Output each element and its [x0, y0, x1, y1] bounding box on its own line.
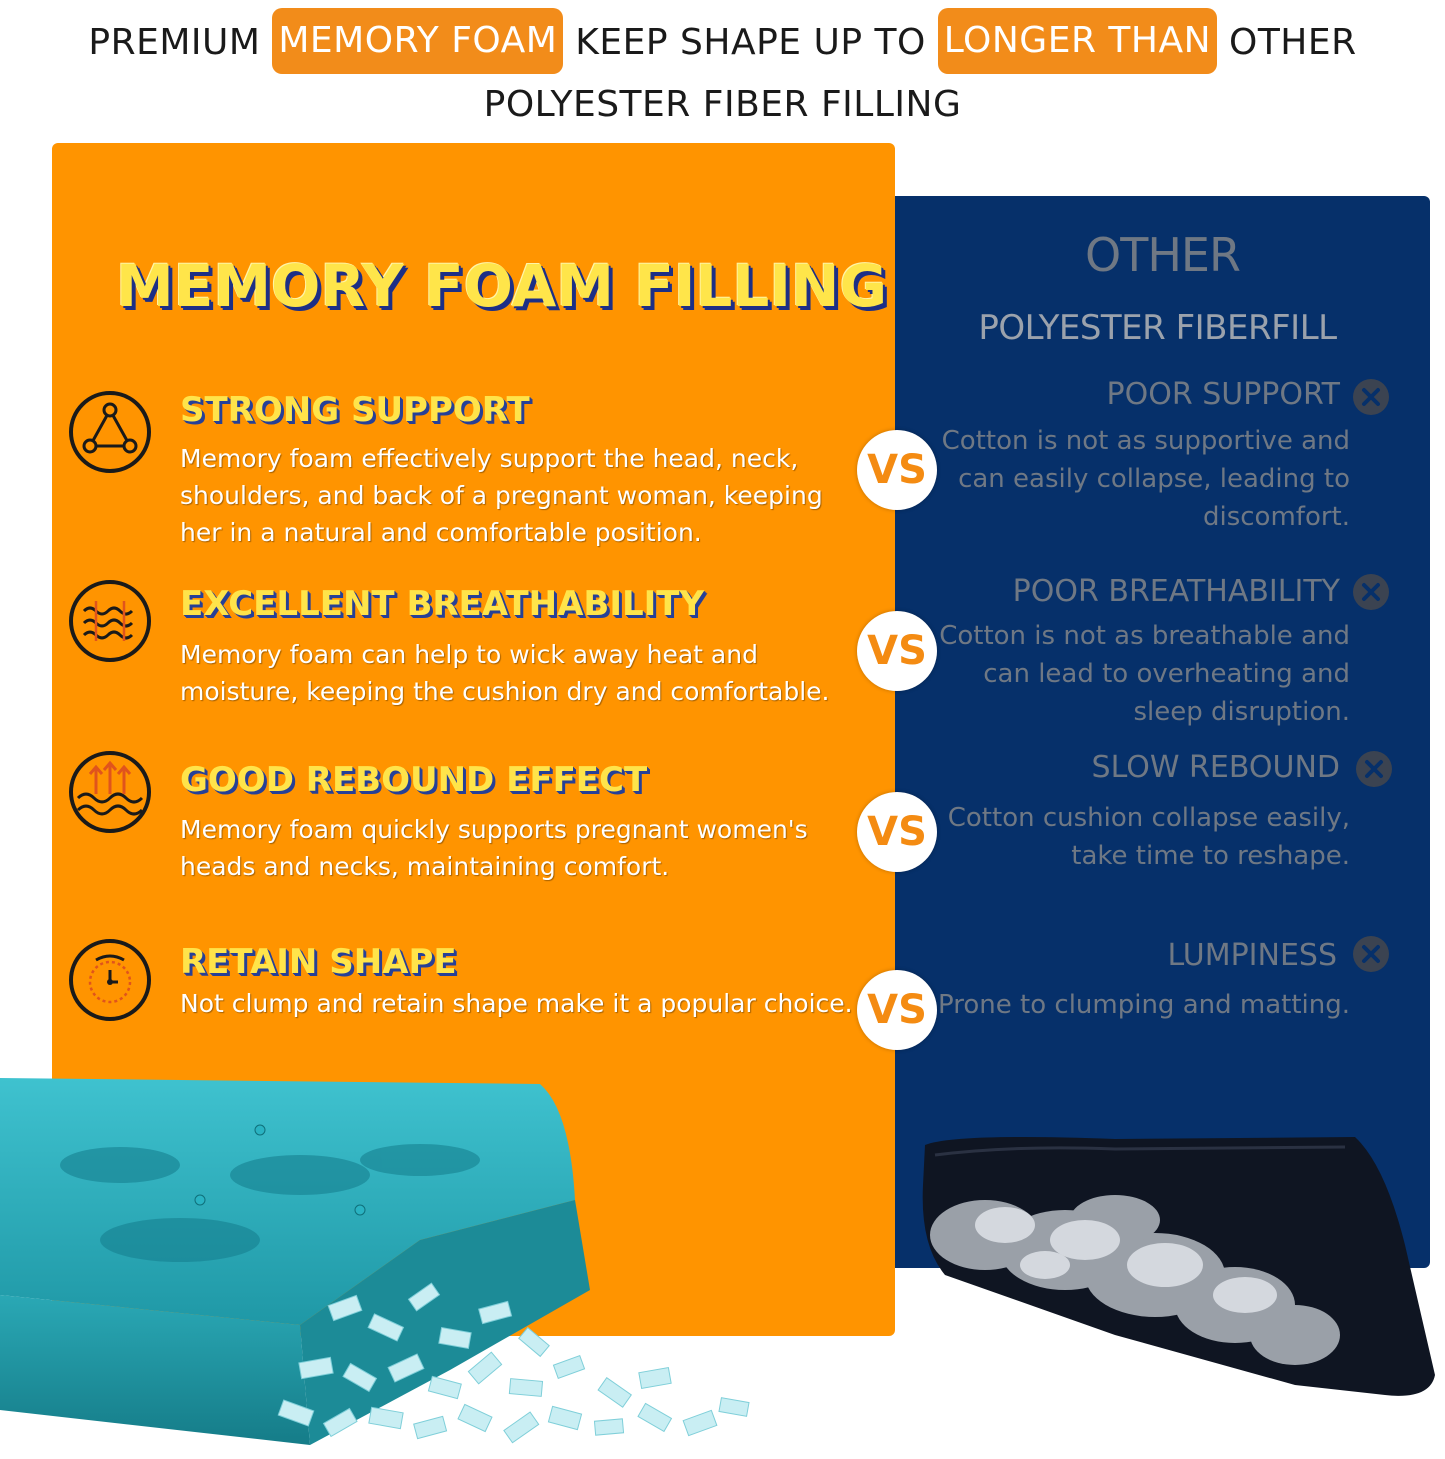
x-icon [1352, 378, 1390, 416]
headline-line-1 [0, 6, 1445, 80]
headline-highlight-longer-than: LONGER THAN [938, 8, 1217, 74]
headline-middle: KEEP SHAPE UP TO [575, 22, 926, 63]
con-desc-poor-breathability: Cotton is not as breathable and can lead to overheating and sleep disruption. [939, 621, 1350, 727]
x-icon [1352, 935, 1390, 973]
timer-icon [68, 938, 152, 1022]
x-icon [1352, 573, 1390, 611]
con-title-poor-breathability: POOR BREATHABILITY [1012, 574, 1340, 609]
vs-badge-shape: VS [857, 970, 937, 1050]
vs-badge-rebound: VS [857, 792, 937, 872]
vs-badge-support: VS [857, 430, 937, 510]
headline-prefix: PREMIUM [88, 22, 261, 63]
con-title-slow-rebound: SLOW REBOUND [1091, 750, 1340, 785]
con-title-poor-support: POOR SUPPORT [1106, 377, 1340, 412]
x-icon [1355, 750, 1393, 788]
other-panel [895, 196, 1430, 1268]
other-subtitle: POLYESTER FIBERFILL [978, 308, 1337, 348]
con-desc-slow-rebound: Cotton cushion collapse easily, take time to reshape. [947, 803, 1350, 871]
feature-title-retain-shape: RETAIN SHAPE [180, 942, 457, 982]
headline-suffix: OTHER [1228, 22, 1357, 63]
con-title-lumpiness: LUMPINESS [1167, 938, 1337, 973]
vs-badge-breathability: VS [857, 611, 937, 691]
feature-desc-excellent-breathability: Memory foam can help to wick away heat and moisture, keeping the cushion dry and comfortable. [180, 640, 830, 706]
polyester-fiber-cushion-image [915, 1125, 1445, 1415]
feature-title-excellent-breathability: EXCELLENT BREATHABILITY [180, 584, 705, 624]
triangle-support-icon [68, 390, 152, 474]
con-desc-lumpiness: Prone to clumping and matting. [938, 990, 1350, 1020]
con-desc-poor-support: Cotton is not as supportive and can easily collapse, leading to discomfort. [941, 426, 1350, 532]
feature-desc-strong-support: Memory foam effectively support the head, neck, shoulders, and back of a pregnant woman, keeping her in a natural and comfortable position. [180, 444, 823, 547]
memory-foam-cushion-image [0, 1070, 900, 1459]
feature-title-good-rebound: GOOD REBOUND EFFECT [180, 760, 648, 800]
feature-desc-retain-shape: Not clump and retain shape make it a popular choice. [180, 989, 853, 1018]
headline-highlight-memory-foam: MEMORY FOAM [272, 8, 563, 74]
feature-title-strong-support: STRONG SUPPORT [180, 390, 530, 430]
memory-foam-title: MEMORY FOAM FILLING [116, 252, 888, 320]
headline [0, 6, 1445, 130]
other-title: OTHER [1085, 228, 1240, 282]
headline-line-2: POLYESTER FIBER FILLING [483, 84, 962, 125]
rebound-arrows-icon [68, 750, 152, 834]
feature-desc-good-rebound: Memory foam quickly supports pregnant women's heads and necks, maintaining comfort. [180, 815, 808, 881]
airflow-waves-icon [68, 579, 152, 663]
